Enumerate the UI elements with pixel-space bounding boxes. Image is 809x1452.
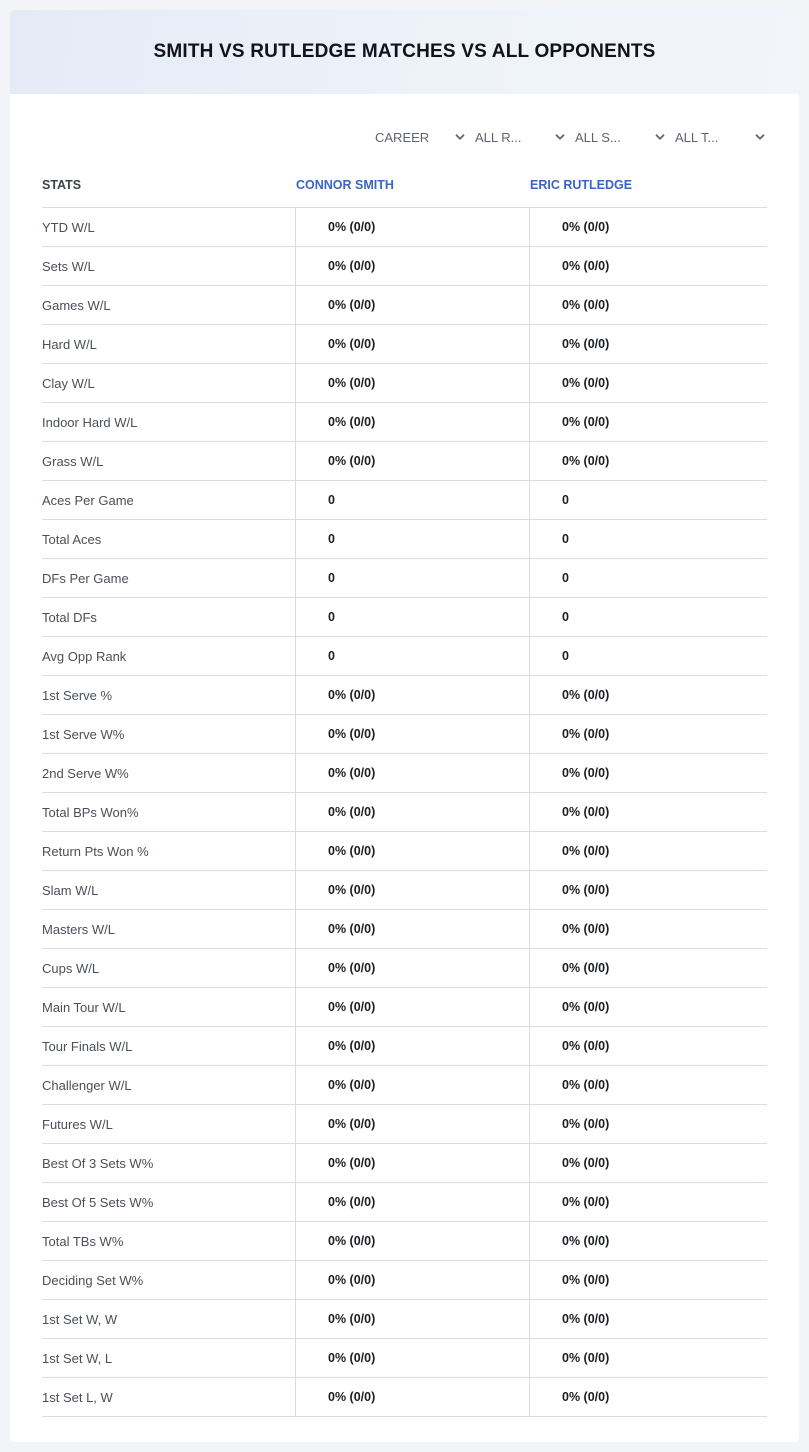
table-row: [42, 559, 767, 598]
chevron-down-icon: [555, 132, 565, 142]
table-row: [42, 949, 767, 988]
player1-stat-value: 0% (0/0): [296, 1339, 530, 1377]
table-row: [42, 910, 767, 949]
table-row: [42, 325, 767, 364]
stat-label: Main Tour W/L: [42, 988, 296, 1026]
player1-stat-value: 0% (0/0): [296, 208, 530, 246]
table-header: [42, 162, 767, 208]
player2-stat-value: 0% (0/0): [562, 727, 610, 741]
stat-label: Hard W/L: [42, 325, 296, 363]
table-row: [42, 1378, 767, 1417]
table-row: [42, 1222, 767, 1261]
player2-stat-value: 0% (0/0): [562, 1390, 610, 1404]
stat-label: Tour Finals W/L: [42, 1027, 296, 1065]
player1-stat-value: 0% (0/0): [296, 871, 530, 909]
table-row: [42, 832, 767, 871]
player1-stat-value: 0% (0/0): [296, 949, 530, 987]
stat-label: Deciding Set W%: [42, 1261, 296, 1299]
player2-stat-value: 0% (0/0): [562, 688, 610, 702]
player1-stat-value: 0% (0/0): [296, 1261, 530, 1299]
stat-label: 1st Serve W%: [42, 715, 296, 753]
stat-label: Indoor Hard W/L: [42, 403, 296, 441]
player2-stat-value: 0% (0/0): [562, 220, 610, 234]
player1-stat-value: 0% (0/0): [296, 1222, 530, 1260]
stat-label: Avg Opp Rank: [42, 637, 296, 675]
player2-stat-value: 0% (0/0): [562, 766, 610, 780]
filter-label: ALL R...: [475, 129, 522, 145]
table-row: [42, 1105, 767, 1144]
chevron-down-icon: [655, 132, 665, 142]
player2-stat-value: 0% (0/0): [562, 259, 610, 273]
player2-stat-value: 0% (0/0): [562, 1351, 610, 1365]
stat-label: Games W/L: [42, 286, 296, 324]
stat-label: DFs Per Game: [42, 559, 296, 597]
table-row: [42, 1261, 767, 1300]
player1-stat-value: 0% (0/0): [296, 1144, 530, 1182]
player1-stat-value: 0% (0/0): [296, 325, 530, 363]
filter-dropdown[interactable]: [565, 126, 665, 148]
stat-label: Total TBs W%: [42, 1222, 296, 1260]
table-row: [42, 1339, 767, 1378]
player1-stat-value: 0% (0/0): [296, 403, 530, 441]
player1-stat-value: 0% (0/0): [296, 715, 530, 753]
table-row: [42, 208, 767, 247]
stat-label: 2nd Serve W%: [42, 754, 296, 792]
stats-card: [10, 10, 799, 1442]
stat-label: 1st Set W, W: [42, 1300, 296, 1338]
table-row: [42, 676, 767, 715]
table-row: [42, 1183, 767, 1222]
stat-label: YTD W/L: [42, 208, 296, 246]
stat-label: Sets W/L: [42, 247, 296, 285]
chevron-down-icon: [755, 132, 765, 142]
player1-stat-value: 0% (0/0): [296, 247, 530, 285]
player2-stat-value: 0% (0/0): [562, 415, 610, 429]
player2-stat-value: 0% (0/0): [562, 1156, 610, 1170]
table-row: [42, 364, 767, 403]
player1-stat-value: 0: [296, 559, 530, 597]
player2-stat-value: 0% (0/0): [562, 1195, 610, 1209]
table-row: [42, 481, 767, 520]
player1-stat-value: 0% (0/0): [296, 286, 530, 324]
stat-label: Cups W/L: [42, 949, 296, 987]
filter-label: CAREER: [375, 129, 430, 145]
player1-stat-value: 0% (0/0): [296, 988, 530, 1026]
player1-stat-value: 0% (0/0): [296, 1378, 530, 1416]
table-row: [42, 1300, 767, 1339]
table-row: [42, 520, 767, 559]
stat-label: Slam W/L: [42, 871, 296, 909]
player1-stat-value: 0: [296, 520, 530, 558]
player1-stat-value: 0% (0/0): [296, 754, 530, 792]
stat-label: Aces Per Game: [42, 481, 296, 519]
player2-stat-value: 0: [562, 571, 569, 585]
card-header: [10, 10, 799, 94]
table-row: [42, 637, 767, 676]
player2-stat-value: 0% (0/0): [562, 1273, 610, 1287]
player2-link[interactable]: ERIC RUTLEDGE: [530, 177, 633, 192]
stat-label: Grass W/L: [42, 442, 296, 480]
stat-label: Total DFs: [42, 598, 296, 636]
stat-label: Clay W/L: [42, 364, 296, 402]
player2-stat-value: 0: [562, 532, 569, 546]
stat-label: Best Of 5 Sets W%: [42, 1183, 296, 1221]
player1-stat-value: 0% (0/0): [296, 1300, 530, 1338]
stat-label: Total BPs Won%: [42, 793, 296, 831]
player2-stat-value: 0% (0/0): [562, 1039, 610, 1053]
table-row: [42, 715, 767, 754]
player2-stat-value: 0% (0/0): [562, 298, 610, 312]
stat-label: Best Of 3 Sets W%: [42, 1144, 296, 1182]
stat-label: Total Aces: [42, 520, 296, 558]
stat-label: Futures W/L: [42, 1105, 296, 1143]
table-body: [42, 208, 767, 1417]
player1-stat-value: 0% (0/0): [296, 1105, 530, 1143]
filter-label: ALL S...: [575, 129, 621, 145]
table-row: [42, 247, 767, 286]
player1-stat-value: 0% (0/0): [296, 1066, 530, 1104]
player2-stat-value: 0% (0/0): [562, 961, 610, 975]
table-row: [42, 1066, 767, 1105]
table-row: [42, 793, 767, 832]
player2-stat-value: 0% (0/0): [562, 376, 610, 390]
column-header-stats: STATS: [42, 177, 82, 192]
player1-stat-value: 0: [296, 481, 530, 519]
table-row: [42, 754, 767, 793]
player2-stat-value: 0% (0/0): [562, 844, 610, 858]
table-row: [42, 403, 767, 442]
player2-stat-value: 0% (0/0): [562, 922, 610, 936]
player2-stat-value: 0% (0/0): [562, 454, 610, 468]
filter-bar: [365, 126, 765, 148]
chevron-down-icon: [455, 132, 465, 142]
filter-dropdown[interactable]: [365, 126, 465, 148]
player1-stat-value: 0% (0/0): [296, 442, 530, 480]
table-row: [42, 286, 767, 325]
player2-stat-value: 0: [562, 493, 569, 507]
player1-stat-value: 0% (0/0): [296, 793, 530, 831]
player1-stat-value: 0% (0/0): [296, 832, 530, 870]
player2-stat-value: 0% (0/0): [562, 1312, 610, 1326]
filter-dropdown[interactable]: [665, 126, 765, 148]
player2-stat-value: 0% (0/0): [562, 1078, 610, 1092]
stat-label: 1st Set W, L: [42, 1339, 296, 1377]
player2-stat-value: 0: [562, 610, 569, 624]
stat-label: 1st Serve %: [42, 676, 296, 714]
stat-label: Masters W/L: [42, 910, 296, 948]
player1-stat-value: 0% (0/0): [296, 364, 530, 402]
player2-stat-value: 0% (0/0): [562, 805, 610, 819]
table-row: [42, 1144, 767, 1183]
table-row: [42, 442, 767, 481]
player1-stat-value: 0% (0/0): [296, 676, 530, 714]
player1-stat-value: 0% (0/0): [296, 910, 530, 948]
player2-stat-value: 0% (0/0): [562, 883, 610, 897]
stat-label: Return Pts Won %: [42, 832, 296, 870]
filter-dropdown[interactable]: [465, 126, 565, 148]
stats-table: [42, 162, 767, 1417]
player2-stat-value: 0% (0/0): [562, 1234, 610, 1248]
stat-label: 1st Set L, W: [42, 1378, 296, 1416]
stat-label: Challenger W/L: [42, 1066, 296, 1104]
player1-stat-value: 0: [296, 598, 530, 636]
player2-stat-value: 0% (0/0): [562, 1000, 610, 1014]
table-row: [42, 1027, 767, 1066]
player2-stat-value: 0% (0/0): [562, 1117, 610, 1131]
filter-label: ALL T...: [675, 129, 719, 145]
player1-link[interactable]: CONNOR SMITH: [296, 177, 394, 192]
page-title: SMITH VS RUTLEDGE MATCHES VS ALL OPPONENTS: [153, 41, 656, 62]
table-row: [42, 988, 767, 1027]
table-row: [42, 598, 767, 637]
player2-stat-value: 0: [562, 649, 569, 663]
player1-stat-value: 0% (0/0): [296, 1027, 530, 1065]
player2-stat-value: 0% (0/0): [562, 337, 610, 351]
player1-stat-value: 0: [296, 637, 530, 675]
player1-stat-value: 0% (0/0): [296, 1183, 530, 1221]
table-row: [42, 871, 767, 910]
